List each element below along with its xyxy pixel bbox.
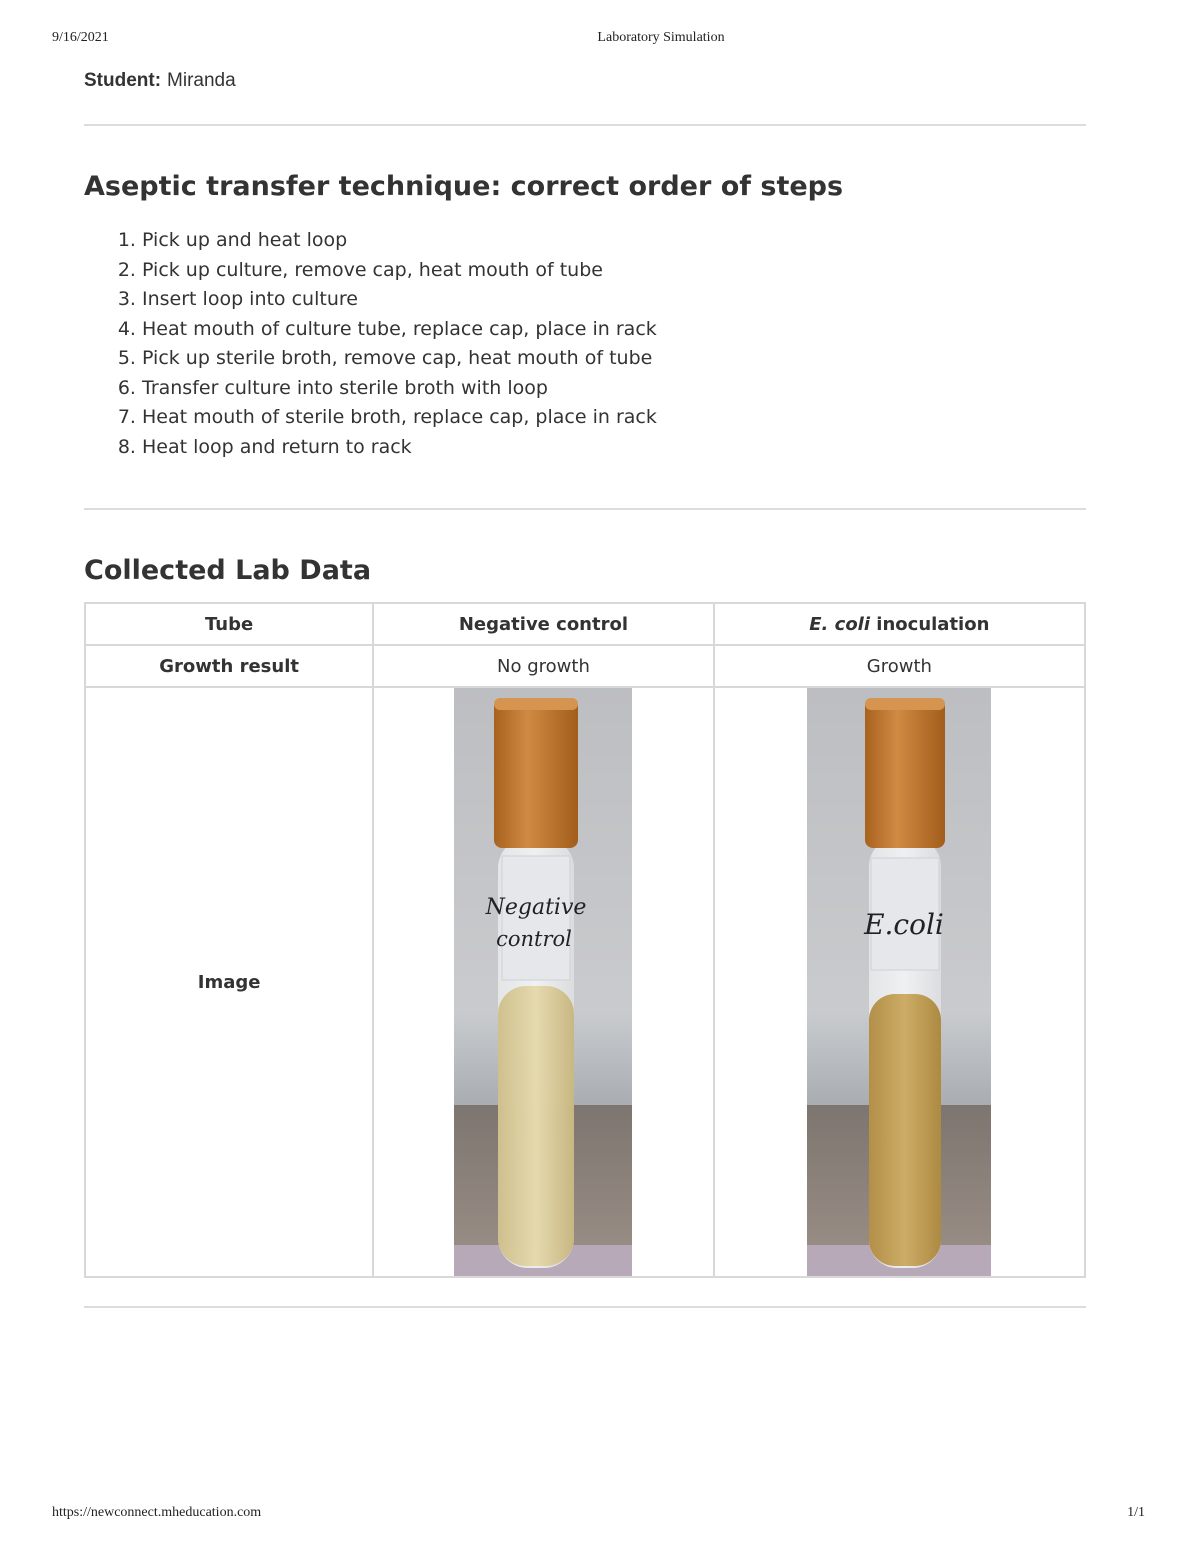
student-line — [84, 70, 236, 92]
table-row — [85, 645, 1085, 687]
step-item: 3. Insert loop into culture — [142, 285, 657, 315]
ecoli-tube-cell — [714, 687, 1085, 1277]
ecoli-tube-image — [807, 688, 991, 1276]
ecoli-growth-value: Growth — [714, 645, 1085, 687]
negative-growth-value: No growth — [373, 645, 713, 687]
step-item: 4. Heat mouth of culture tube, replace cap, place in rack — [142, 315, 657, 345]
inoculation-text: inoculation — [870, 613, 990, 635]
header-ecoli-inoculation — [714, 603, 1085, 645]
print-url: https://newconnect.mheducation.com — [52, 1505, 262, 1520]
tube-label-negative-line1: Negative — [486, 895, 587, 920]
step-item: 2. Pick up culture, remove cap, heat mouth of tube — [142, 256, 657, 286]
negative-tube-cell — [373, 687, 713, 1277]
ecoli-italic: E. coli — [809, 613, 871, 635]
lab-data-table — [84, 602, 1086, 1278]
negative-control-tube-image — [454, 688, 632, 1276]
tube-label-ecoli: E.coli — [864, 908, 945, 941]
step-item: 6. Transfer culture into sterile broth with loop — [142, 374, 657, 404]
aseptic-steps-list — [84, 226, 657, 462]
student-label: Student: — [84, 70, 162, 91]
tube-label-negative-line2: control — [496, 927, 573, 951]
table-row — [85, 603, 1085, 645]
step-item: 8. Heat loop and return to rack — [142, 433, 657, 463]
print-title: Laboratory Simulation — [597, 30, 725, 45]
print-page-number: 1/1 — [1127, 1505, 1145, 1520]
step-item: 5. Pick up sterile broth, remove cap, heat mouth of tube — [142, 344, 657, 374]
step-item: 1. Pick up and heat loop — [142, 226, 657, 256]
print-date: 9/16/2021 — [52, 30, 109, 45]
print-header — [0, 30, 1200, 50]
step-item: 7. Heat mouth of sterile broth, replace cap, place in rack — [142, 403, 657, 433]
header-tube: Tube — [85, 603, 373, 645]
divider — [84, 508, 1086, 510]
growth-result-label: Growth result — [85, 645, 373, 687]
table-row — [85, 687, 1085, 1277]
student-name: Miranda — [167, 70, 236, 91]
header-negative-control: Negative control — [373, 603, 713, 645]
divider — [84, 1306, 1086, 1308]
print-footer — [0, 1505, 1200, 1525]
image-label: Image — [85, 687, 373, 1277]
aseptic-title: Aseptic transfer technique: correct order of steps — [84, 171, 844, 202]
divider — [84, 124, 1086, 126]
lab-data-title: Collected Lab Data — [84, 555, 372, 586]
